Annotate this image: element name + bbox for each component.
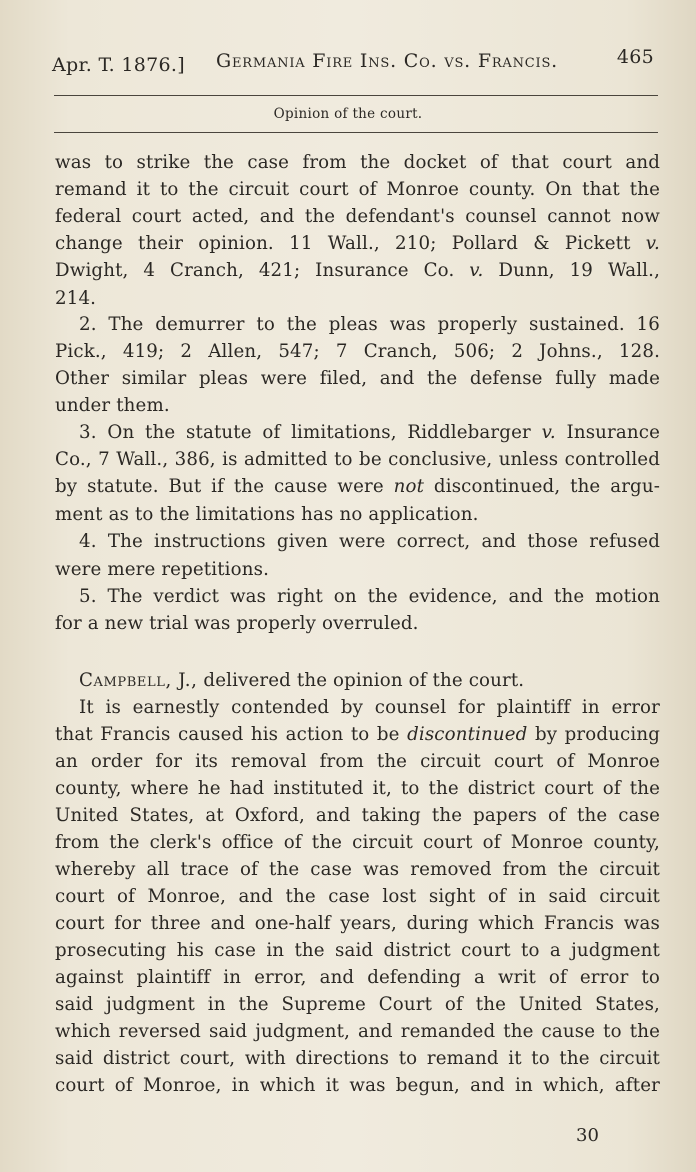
text-run: said district court, with directions to remand it to the circuit bbox=[55, 1048, 660, 1069]
text-line bbox=[55, 832, 660, 853]
text-line bbox=[55, 152, 660, 173]
text-run: were mere repetitions. bbox=[55, 559, 270, 580]
text-run: an order for its removal from the circuit court of Monroe bbox=[55, 751, 660, 772]
text-run: change their opinion. 11 Wall., 210; Pollard & Pickett bbox=[55, 233, 646, 254]
text-line bbox=[55, 1075, 660, 1096]
text-line bbox=[55, 422, 660, 443]
text-line bbox=[55, 314, 660, 335]
text-run: whereby all trace of the case was removed from the circuit bbox=[55, 859, 660, 880]
text-run: from the clerk's office of the circuit court of Monroe county, bbox=[55, 832, 660, 853]
text-line bbox=[55, 940, 660, 961]
judge-name: Campbell, J., bbox=[79, 670, 198, 691]
text-run: which reversed said judgment, and remanded the cause to the bbox=[55, 1021, 660, 1042]
text-run: discontinued, the argu- bbox=[424, 476, 660, 497]
text-run: Dunn, 19 Wall., bbox=[483, 260, 660, 281]
italic-text: not bbox=[393, 476, 425, 497]
text-run: that Francis caused his action to be bbox=[55, 724, 408, 745]
text-line bbox=[55, 886, 660, 907]
text-line bbox=[55, 697, 660, 718]
text-line bbox=[55, 1048, 660, 1069]
italic-text: v. bbox=[469, 260, 484, 281]
text-run: Co., 7 Wall., 386, is admitted to be conclusive, unless controlled bbox=[55, 449, 660, 470]
text-line bbox=[55, 613, 660, 634]
text-line bbox=[55, 206, 660, 227]
text-run: federal court acted, and the defendant's counsel cannot now bbox=[55, 206, 660, 227]
text-line bbox=[55, 368, 660, 389]
text-run: Dwight, 4 Cranch, 421; Insurance Co. bbox=[55, 260, 470, 281]
text-run: said judgment in the Supreme Court of the United States, bbox=[55, 994, 660, 1015]
signature-mark: 30 bbox=[576, 1125, 599, 1146]
italic-text: v. bbox=[541, 422, 556, 443]
text-line bbox=[55, 559, 660, 580]
text-line bbox=[55, 805, 660, 826]
section-subheading: Opinion of the court. bbox=[273, 106, 423, 122]
text-line bbox=[55, 994, 660, 1015]
text-line bbox=[55, 670, 660, 691]
text-run: against plaintiff in error, and defending a writ of error to bbox=[55, 967, 660, 988]
text-line bbox=[55, 859, 660, 880]
text-run: delivered the opinion of the court. bbox=[197, 670, 525, 691]
text-run: Other similar pleas were filed, and the defense fully made bbox=[55, 368, 660, 389]
case-title: Germania Fire Ins. Co. vs. Francis. bbox=[216, 50, 559, 72]
text-line bbox=[55, 751, 660, 772]
text-line bbox=[55, 395, 660, 416]
text-run: by statute. But if the cause were bbox=[55, 476, 394, 497]
text-run: remand it to the circuit court of Monroe county. On that the bbox=[55, 179, 660, 200]
text-line bbox=[55, 288, 660, 309]
italic-text: discontinued bbox=[407, 724, 528, 745]
text-line bbox=[55, 341, 660, 362]
term-label: Apr. T. 1876.] bbox=[52, 54, 185, 76]
text-run: ment as to the limitations has no application. bbox=[55, 504, 479, 525]
text-run: for a new trial was properly overruled. bbox=[55, 613, 419, 634]
text-line bbox=[55, 1021, 660, 1042]
text-line bbox=[55, 504, 660, 525]
text-run: court of Monroe, in which it was begun, and in which, after bbox=[55, 1075, 660, 1096]
text-line bbox=[55, 724, 660, 745]
text-run: county, where he had instituted it, to the district court of the bbox=[55, 778, 660, 799]
text-line bbox=[55, 967, 660, 988]
italic-text: v. bbox=[645, 233, 660, 254]
text-run: 4. The instructions given were correct, and those refused bbox=[79, 531, 660, 552]
text-line bbox=[55, 913, 660, 934]
header-rule-bottom bbox=[54, 132, 658, 133]
text-run: was to strike the case from the docket of that court and bbox=[55, 152, 660, 173]
text-run: court for three and one-half years, during which Francis was bbox=[55, 913, 660, 934]
header-rule-top bbox=[54, 95, 658, 96]
text-line bbox=[55, 449, 660, 470]
text-run: 5. The verdict was right on the evidence, and the motion bbox=[79, 586, 660, 607]
text-run: 214. bbox=[55, 288, 97, 309]
text-line bbox=[55, 586, 660, 607]
text-run: Insurance bbox=[555, 422, 660, 443]
text-run: It is earnestly contended by counsel for plaintiff in error bbox=[79, 697, 660, 718]
page-number: 465 bbox=[616, 46, 654, 68]
text-line bbox=[55, 476, 660, 497]
text-run: 2. The demurrer to the pleas was properly sustained. 16 bbox=[79, 314, 660, 335]
running-header bbox=[52, 46, 660, 80]
text-line bbox=[55, 233, 660, 254]
text-line bbox=[55, 179, 660, 200]
text-run: by producing bbox=[527, 724, 660, 745]
text-line bbox=[55, 260, 660, 281]
text-line bbox=[55, 778, 660, 799]
text-run: under them. bbox=[55, 395, 170, 416]
text-run: court of Monroe, and the case lost sight of in said circuit bbox=[55, 886, 660, 907]
text-run: United States, at Oxford, and taking the papers of the case bbox=[55, 805, 660, 826]
text-run: prosecuting his case in the said district court to a judgment bbox=[55, 940, 660, 961]
text-run: 3. On the statute of limitations, Riddlebarger bbox=[79, 422, 542, 443]
text-run: Pick., 419; 2 Allen, 547; 7 Cranch, 506; 2 Johns., 128. bbox=[55, 341, 660, 362]
text-line bbox=[55, 531, 660, 552]
